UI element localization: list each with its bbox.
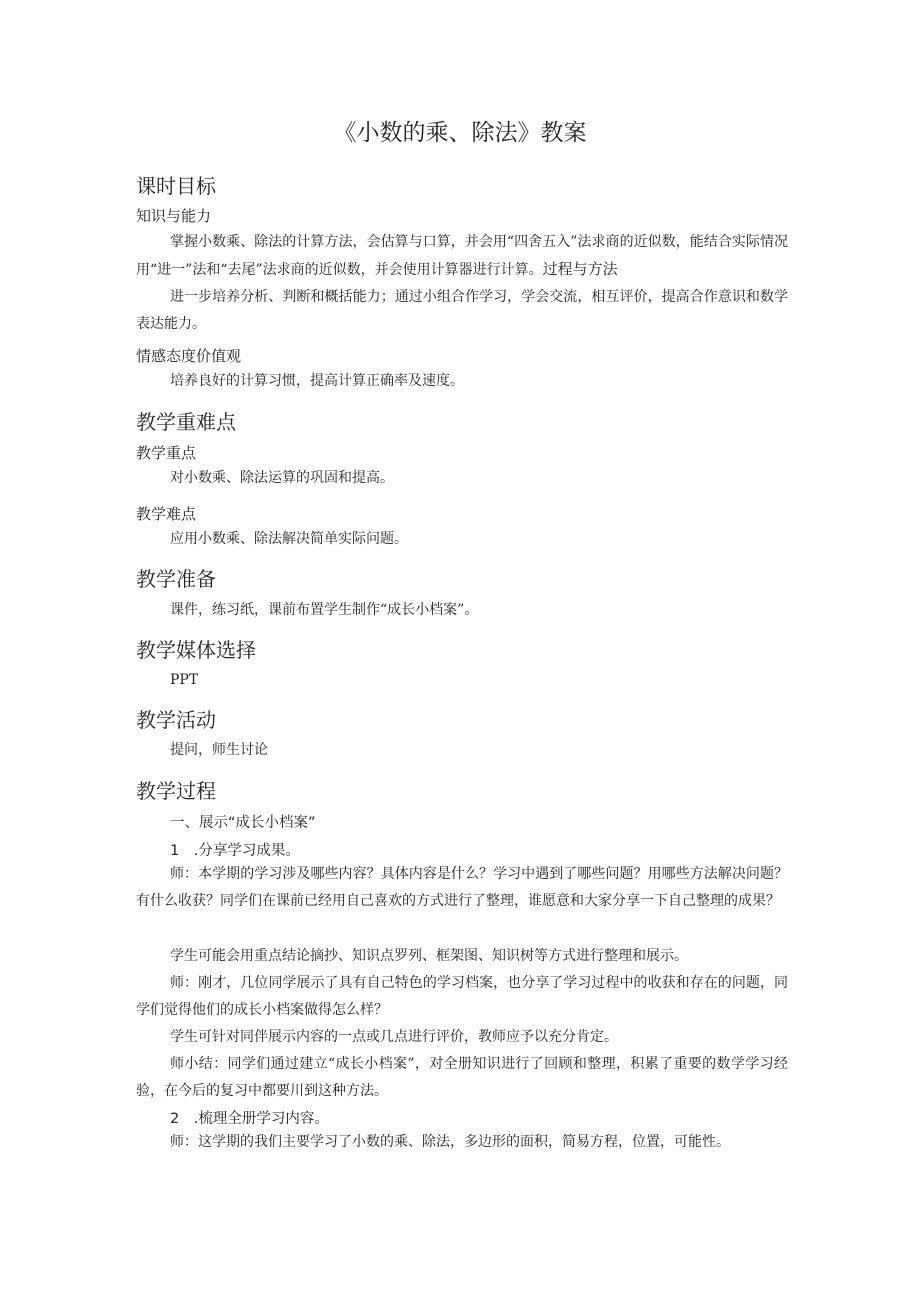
paragraph-preparation: 课件，练习纸，课前布置学生制作“成长小档案”。 xyxy=(170,602,479,618)
paragraph-text: 掌握小数乘、除法的计算方法，会估算与口算，并会用“四舍五入”法求商的近似数，能结合实际情况用“进一”法和“去尾”法求商的近似数，并会使用计算器进行计算。 xyxy=(136,234,788,278)
subheading-teaching-difficulty: 教学难点 xyxy=(136,505,197,523)
section-heading-key-points: 教学重难点 xyxy=(136,410,236,434)
subheading-knowledge-ability: 知识与能力 xyxy=(136,207,212,225)
paragraph-knowledge-ability xyxy=(136,229,788,284)
paragraph-teacher-content: 师：这学期的我们主要学习了小数的乘、除法，多边形的面积，简易方程，位置，可能性。 xyxy=(170,1134,730,1150)
paragraph-teacher-question-1: 师：本学期的学习涉及哪些内容？具体内容是什么？学习中遇到了哪些问题？用哪些方法解决问题？有什么收获？同学们在课前已经用自己喜欢的方式进行了整理，谁愿意和大家分享一下自己整理的成果？ xyxy=(136,866,788,909)
section-heading-process: 教学过程 xyxy=(136,779,216,803)
paragraph-student-response-2: 学生可针对同伴展示内容的一点或几点进行评价，教师应予以充分肯定。 xyxy=(170,1029,618,1045)
paragraph-teacher-question-2: 师：刚才，几位同学展示了具有自己特色的学习档案，也分享了学习过程中的收获和存在的问题，同学们觉得他们的成长小档案做得怎么样？ xyxy=(136,975,788,1018)
part-heading-growth-archive: 一、展示“成长小档案” xyxy=(170,815,316,831)
paragraph-activities: 提问，师生讨论 xyxy=(170,742,268,758)
paragraph-process-method: 进一步培养分析、判断和概括能力；通过小组合作学习，学会交流，相互评价，提高合作意识和数学表达能力。 xyxy=(136,289,788,332)
subheading-teaching-focus: 教学重点 xyxy=(136,444,197,462)
section-heading-activities: 教学活动 xyxy=(136,708,216,732)
subheading-process-method: 过程与方法 xyxy=(542,260,618,278)
paragraph-student-response-1: 学生可能会用重点结论摘抄、知识点罗列、框架图、知识树等方式进行整理和展示。 xyxy=(170,948,688,964)
paragraph-teaching-focus: 对小数乘、除法运算的巩固和提高。 xyxy=(170,470,394,486)
section-heading-media: 教学媒体选择 xyxy=(136,638,256,662)
paragraph-teaching-difficulty: 应用小数乘、除法解决简单实际问题。 xyxy=(170,531,408,547)
step-heading-organize-content: 2 .梳理全册学习内容。 xyxy=(170,1111,329,1127)
step-heading-share-results: 1 .分享学习成果。 xyxy=(170,843,300,859)
subheading-emotion-values: 情感态度价值观 xyxy=(136,347,242,365)
section-heading-preparation: 教学准备 xyxy=(136,567,216,591)
section-heading-objectives: 课时目标 xyxy=(136,174,216,198)
paragraph-emotion-values: 培养良好的计算习惯，提高计算正确率及速度。 xyxy=(170,373,464,389)
paragraph-teacher-summary: 师小结：同学们通过建立“成长小档案”，对全册知识进行了回顾和整理，积累了重要的数学学习经验，在今后的复习中都要川到这种方法。 xyxy=(136,1056,788,1099)
document-title: 《小数的乘、除法》教案 xyxy=(333,120,587,146)
paragraph-media: PPT xyxy=(170,672,199,688)
